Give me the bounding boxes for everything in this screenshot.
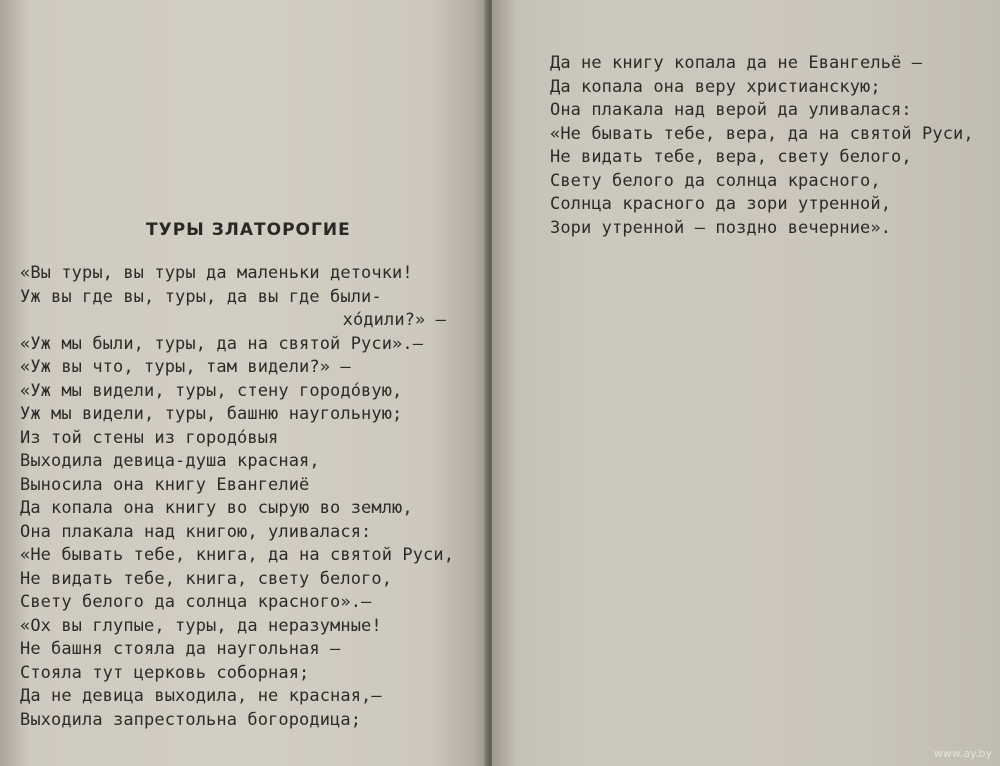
text-line: Не башня стояла да наугольная — bbox=[20, 639, 341, 659]
left-page bbox=[0, 0, 488, 766]
text-line: Свету белого да солнца красного, bbox=[550, 170, 881, 191]
text-line: «Вы туры, вы туры да маленьки деточки! bbox=[20, 263, 413, 283]
text-line: Стояла тут церковь соборная; bbox=[20, 662, 310, 683]
text-line: «Не бывать тебе, вера, да на святой Руси, bbox=[550, 123, 974, 144]
text-line: Не видать тебе, вера, свету белого, bbox=[550, 147, 912, 167]
text-line: Она плакала над верой да уливалася: bbox=[550, 100, 912, 120]
text-line: Да не девица выходила, не красная,— bbox=[20, 686, 382, 706]
text-line: Да не книгу копала да не Евангельё — bbox=[550, 53, 923, 73]
text-line: Да копала она веру христианскую; bbox=[550, 76, 881, 97]
text-line: «Ох вы глупые, туры, да неразумные! bbox=[20, 615, 382, 636]
text-line: Свету белого да солнца красного».— bbox=[20, 592, 372, 612]
text-line: Уж вы где вы, туры, да вы где были- bbox=[20, 286, 382, 307]
text-line: Выходила запрестольна богородица; bbox=[20, 709, 362, 730]
text-line: «Не бывать тебе, книга, да на святой Руси, bbox=[20, 545, 455, 565]
right-page bbox=[492, 0, 1000, 766]
poem-title: ТУРЫ ЗЛАТОРОГИЕ bbox=[146, 220, 351, 240]
text-line: «Уж мы видели, туры, стену городо́вую, bbox=[20, 380, 403, 401]
text-line: Выносила она книгу Евангелиё bbox=[20, 474, 310, 495]
text-line: Из той стены из городо́выя bbox=[20, 427, 279, 448]
left-page-text bbox=[20, 262, 460, 732]
text-line: Зори утренной — поздно вечерние». bbox=[550, 217, 892, 238]
text-line: Выходила девица-душа красная, bbox=[20, 451, 320, 471]
right-page-text bbox=[550, 52, 990, 240]
text-line: хо́дили?» — bbox=[342, 310, 446, 330]
watermark: www.ay.by bbox=[933, 747, 992, 760]
text-line: Она плакала над книгою, уливалася: bbox=[20, 521, 372, 542]
text-line: Солнца красного да зори утренной, bbox=[550, 194, 892, 214]
text-line: Уж мы видели, туры, башню наугольную; bbox=[20, 404, 403, 424]
text-line: Да копала она книгу во сырую во землю, bbox=[20, 498, 413, 518]
text-line: «Уж вы что, туры, там видели?» — bbox=[20, 357, 351, 377]
text-line: Не видать тебе, книга, свету белого, bbox=[20, 568, 393, 589]
text-line: «Уж мы были, туры, да на святой Руси».— bbox=[20, 333, 424, 354]
